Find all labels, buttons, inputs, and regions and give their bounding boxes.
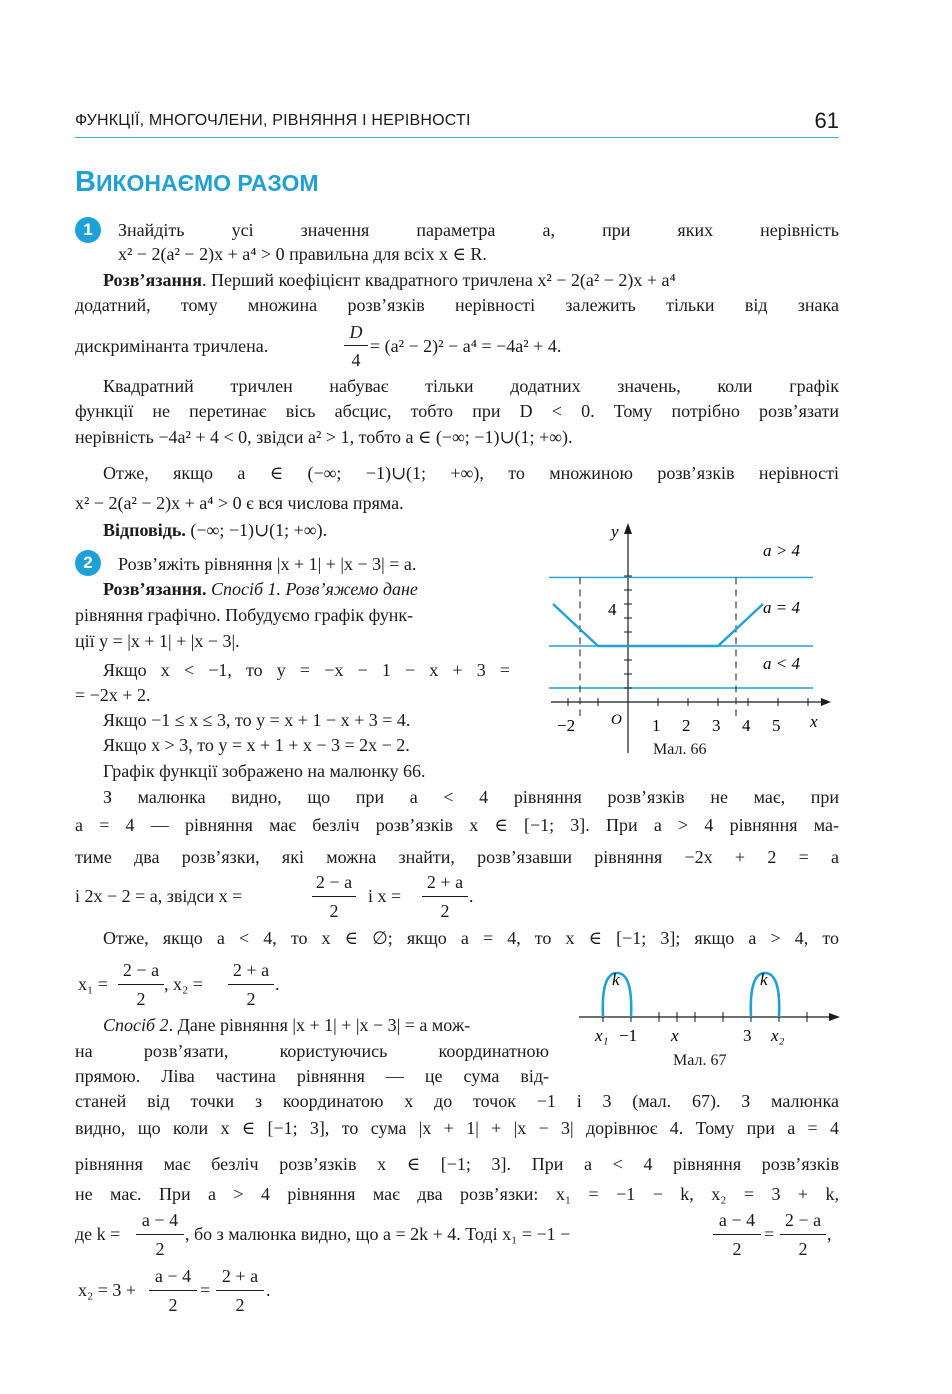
label-3: 3 xyxy=(743,1026,752,1045)
comma: , xyxy=(827,1224,832,1244)
y-axis-label: y xyxy=(611,522,619,541)
ex2-para-1-line-3: тиме два розв’язки, які можна знайти, розв’язавши рівняння −2x + 2 = a xyxy=(75,847,839,867)
ex2-graph-note: Графік функції зображено на малюнку 66. xyxy=(103,761,426,781)
frac-x2c-num: 2 + a xyxy=(221,1266,259,1286)
origin-label: O xyxy=(611,712,622,728)
frac-1-bar xyxy=(312,896,356,897)
arc-label-k-left: k xyxy=(612,970,620,989)
method-2-line-7: не має. При a > 4 рівняння має два розв’язки: x₁ = −1 − k, x₂ = 3 + k, xyxy=(75,1184,839,1204)
level-label-a-eq-4: a = 4 xyxy=(763,598,800,617)
ex2-task: Розв’яжіть рівняння |x + 1| + |x − 3| = a. xyxy=(118,554,417,574)
fraction-bar xyxy=(344,345,368,346)
ex1-para-line-2: функції не перетинає вісь абсцис, тобто при D < 0. Тому потрібно розв’язати xyxy=(75,401,839,421)
ex1-para-line-3: нерівність −4a² + 4 < 0, звідси a² > 1, тобто a ∈ (−∞; −1)∪(1; +∞). xyxy=(75,427,573,447)
x-tick-label-4: 4 xyxy=(742,716,751,735)
frac-x1c-num: 2 − a xyxy=(784,1210,822,1230)
ex1-para-line-5: x² − 2(a² − 2)x + a⁴ > 0 є вся числова пряма. xyxy=(75,493,404,513)
fraction-D-numerator: D xyxy=(349,322,363,342)
x-tick-label-2: 2 xyxy=(682,716,691,735)
figure-67-caption: Мал. 67 xyxy=(673,1052,727,1069)
frac-x2-bar xyxy=(228,984,274,985)
ex2-case-3: Якщо x > 3, то y = x + 1 + x − 3 = 2x − 2. xyxy=(103,735,410,755)
frac-x2b-den: 2 xyxy=(168,1295,178,1315)
frac-x2c-bar xyxy=(216,1290,264,1291)
frac-x1b-den: 2 xyxy=(732,1239,742,1259)
level-label-a-gt-4: a > 4 xyxy=(763,541,800,560)
x2-eq: , x₂ = xyxy=(164,974,203,994)
then-x1: , бо з малюнка видно, що a = 2k + 4. Тоді x₁ = −1 − xyxy=(185,1224,571,1244)
section-title: ВИКОНАЄМО РАЗОМ xyxy=(75,166,319,198)
frac-x2b-num: a − 4 xyxy=(154,1266,192,1286)
frac-x2-den: 2 xyxy=(246,989,256,1009)
ex2-solution-line-3: ції y = |x + 1| + |x − 3|. xyxy=(75,631,240,651)
arc-label-k-right: k xyxy=(760,970,768,989)
method-2-line-6: рівняння має безліч розв’язків x ∈ [−1; 3]. При a < 4 рівняння розв’язків xyxy=(75,1154,839,1174)
label-x: x xyxy=(671,1026,679,1045)
discriminant-formula: = (a² − 2)² − a⁴ = −4a² + 4. xyxy=(370,336,562,356)
method-2-line-4: станей від точки з координатою x до точок −1 і 3 (мал. 67). З малюнка xyxy=(75,1091,839,1111)
ex1-solution-line-1: Розв’язання. Перший коефіцієнт квадратного тричлена x² − 2(a² − 2)x + a⁴ xyxy=(103,270,676,290)
section-header: ФУНКЦІЇ, МНОГОЧЛЕНИ, РІВНЯННЯ І НЕРІВНОСТІ xyxy=(75,112,471,129)
method-2-line-2: на розв’язати, користуючись координатною xyxy=(75,1041,549,1061)
frac-2-num: 2 + a xyxy=(426,872,464,892)
frac-k-num: a − 4 xyxy=(141,1210,179,1230)
y-axis-arrow xyxy=(624,523,632,534)
ex2-solution-line-1: Розв’язання. Спосіб 1. Розв’яжемо дане xyxy=(103,579,418,599)
period-2: . xyxy=(275,974,280,994)
method-2-line-3: прямою. Ліва частина рівняння — це сума від- xyxy=(75,1066,549,1086)
frac-k-bar xyxy=(136,1234,184,1235)
ex1-answer: Відповідь. (−∞; −1)∪(1; +∞). xyxy=(103,520,328,540)
frac-x1-num: 2 − a xyxy=(122,960,160,980)
method-2-line-1: Спосіб 2. Дане рівняння |x + 1| + |x − 3| = a мож- xyxy=(103,1015,471,1035)
frac-x2c-den: 2 xyxy=(235,1295,245,1315)
x1-eq: x₁ = xyxy=(78,974,108,994)
ex2-solution-line-2: рівняння графічно. Побудуємо графік функ- xyxy=(75,605,414,625)
ex2-para-1-line-2: a = 4 — рівняння має безліч розв’язків x ∈ [−1; 3]. При a > 4 рівняння ма- xyxy=(75,815,839,835)
frac-x1b-num: a − 4 xyxy=(718,1210,756,1230)
label-x2: x₂ xyxy=(771,1026,785,1045)
ex2-para-1-line-4: і 2x − 2 = a, звідси x = xyxy=(75,886,243,906)
x-tick-label-1: 1 xyxy=(652,716,661,735)
x-axis-label: x xyxy=(810,712,818,731)
equals-2: = xyxy=(200,1280,211,1300)
frac-x1b-bar xyxy=(713,1234,761,1235)
exercise-1-badge: 1 xyxy=(75,217,101,243)
number-line-arrow xyxy=(829,1013,840,1021)
function-graph-line xyxy=(553,604,763,646)
ex2-summary-line: Отже, якщо a < 4, то x ∈ ∅; якщо a = 4, то x ∈ [−1; 3]; якщо a > 4, то xyxy=(103,928,839,948)
method-2-line-5: видно, що коли x ∈ [−1; 3], то сума |x + 1| + |x − 3| дорівнює 4. Тому при a = 4 xyxy=(75,1118,839,1138)
exercise-2-badge: 2 xyxy=(75,550,101,576)
ex1-solution-line-2: додатний, тому множина розв’язків нерівності залежить тільки від знака xyxy=(75,295,839,315)
ex1-task-line-2: x² − 2(a² − 2)x + a⁴ > 0 правильна для всіх x ∈ R. xyxy=(118,244,487,264)
and-x-eq: і x = xyxy=(368,886,402,906)
ex1-task-line-1: Знайдіть усі значення параметра a, при яких нерівність xyxy=(118,220,839,240)
frac-x2b-bar xyxy=(149,1290,197,1291)
figure-66-caption: Мал. 66 xyxy=(653,741,707,758)
x-tick-label-3: 3 xyxy=(712,716,721,735)
frac-k-den: 2 xyxy=(155,1239,165,1259)
ex2-case-2: Якщо −1 ≤ x ≤ 3, то y = x + 1 − x + 3 = 4. xyxy=(103,710,411,730)
frac-1-den: 2 xyxy=(329,901,339,921)
label-x1: x₁ xyxy=(595,1026,609,1045)
ex2-case-1: Якщо x < −1, то y = −x − 1 − x + 3 = xyxy=(103,660,510,680)
frac-x1c-bar xyxy=(780,1234,826,1235)
fraction-D-denominator: 4 xyxy=(351,350,361,370)
level-label-a-lt-4: a < 4 xyxy=(763,654,800,673)
header-divider xyxy=(75,137,839,138)
x-tick-label-minus-2: −2 xyxy=(557,716,576,735)
frac-2-bar xyxy=(422,896,468,897)
figure-67-number-line xyxy=(575,965,845,1055)
frac-x1-den: 2 xyxy=(136,989,146,1009)
period: . xyxy=(469,886,474,906)
y-tick-4: 4 xyxy=(608,600,617,619)
label-minus-1: −1 xyxy=(619,1026,638,1045)
ex1-solution-line-3: дискримінанта тричлена. xyxy=(75,336,269,356)
x2-final-eq: x₂ = 3 + xyxy=(78,1280,137,1300)
frac-x1-bar xyxy=(118,984,164,985)
period-3: . xyxy=(266,1280,271,1300)
figure-66-graph xyxy=(545,515,840,760)
ex1-para-line-1: Квадратний тричлен набуває тільки додатних значень, коли графік xyxy=(103,376,839,396)
ex1-para-line-4: Отже, якщо a ∈ (−∞; −1)∪(1; +∞), то множиною розв’язків нерівності xyxy=(103,463,839,483)
ex2-case-1-cont: = −2x + 2. xyxy=(75,685,151,705)
ex2-para-1-line-1: З малюнка видно, що при a < 4 рівняння розв’язків не має, при xyxy=(103,787,839,807)
page-number: 61 xyxy=(814,108,839,133)
frac-1-num: 2 − a xyxy=(315,872,353,892)
x-tick-label-5: 5 xyxy=(772,716,781,735)
equals: = xyxy=(764,1224,775,1244)
frac-x1c-den: 2 xyxy=(798,1239,808,1259)
frac-2-den: 2 xyxy=(440,901,450,921)
frac-x2-num: 2 + a xyxy=(232,960,270,980)
k-eq: де k = xyxy=(75,1224,121,1244)
x-axis-arrow xyxy=(821,698,831,706)
